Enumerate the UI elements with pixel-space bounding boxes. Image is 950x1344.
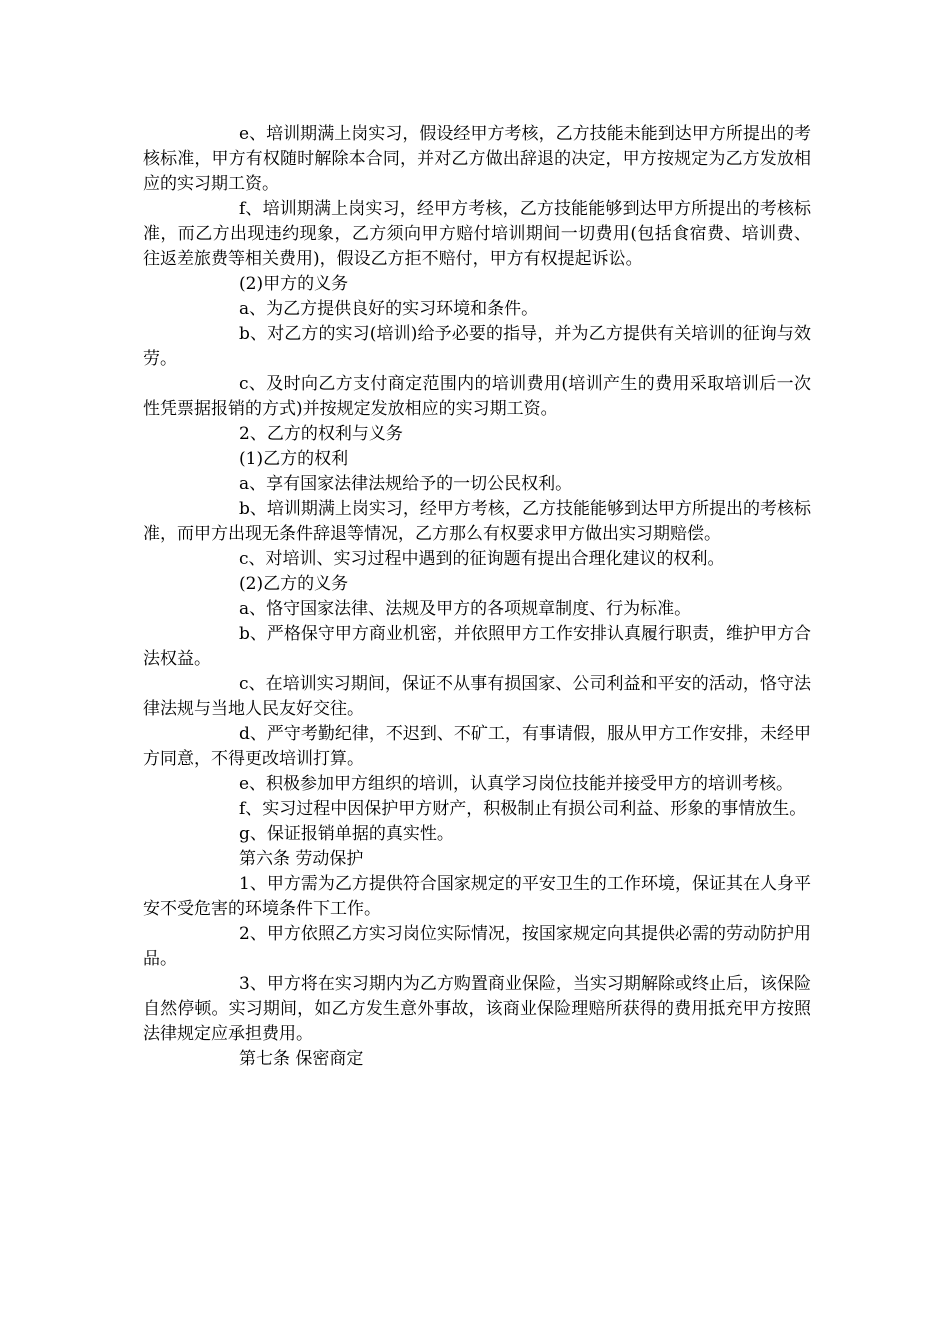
paragraph-e-training-assessment: e、培训期满上岗实习，假设经甲方考核，乙方技能未能到达甲方所提出的考核标准，甲方有权随时解除本合同，并对乙方做出辞退的决定，甲方按规定为乙方发放相应的实习期工资。 (143, 124, 811, 194)
heading-party-b-rights-obligations: 2、乙方的权利与义务 (239, 424, 403, 444)
paragraph-c-no-harm: c、在培训实习期间，保证不从事有损国家、公司利益和平安的活动，恪守法律法规与当地人民友好交往。 (143, 674, 811, 719)
heading-party-b-obligations: (2)乙方的义务 (239, 574, 349, 594)
paragraph-a-comply-laws: a、恪守国家法律、法规及甲方的各项规章制度、行为标准。 (239, 599, 692, 619)
heading-party-b-rights: (1)乙方的权利 (239, 449, 349, 469)
heading-article-7: 第七条 保密商定 (239, 1049, 364, 1069)
paragraph-b-confidentiality: b、严格保守甲方商业机密，并依照甲方工作安排认真履行职责，维护甲方合法权益。 (143, 624, 811, 669)
paragraph-1-safe-environment: 1、甲方需为乙方提供符合国家规定的平安卫生的工作环境，保证其在人身平安不受危害的环境条件下工作。 (143, 874, 811, 919)
paragraph-b-guidance: b、对乙方的实习(培训)给予必要的指导，并为乙方提供有关培训的征询与效劳。 (143, 324, 811, 369)
document-page (143, 122, 811, 1072)
paragraph-2-protective-equipment: 2、甲方依照乙方实习岗位实际情况，按国家规定向其提供必需的劳动防护用品。 (143, 924, 811, 969)
heading-party-a-obligations: (2)甲方的义务 (239, 274, 349, 294)
paragraph-d-attendance: d、严守考勤纪律，不迟到、不矿工，有事请假，服从甲方工作安排，未经甲方同意，不得更改培训打算。 (143, 724, 811, 769)
paragraph-a-environment: a、为乙方提供良好的实习环境和条件。 (239, 299, 539, 319)
paragraph-c-suggestions: c、对培训、实习过程中遇到的征询题有提出合理化建议的权利。 (239, 549, 725, 569)
paragraph-c-training-fees: c、及时向乙方支付商定范围内的培训费用(培训产生的费用采取培训后一次性凭票据报销的方式)并按规定发放相应的实习期工资。 (143, 374, 811, 419)
paragraph-f-breach-compensation: f、培训期满上岗实习，经甲方考核，乙方技能能够到达甲方所提出的考核标准，而乙方出现违约现象，乙方须向甲方赔付培训期间一切费用(包括食宿费、培训费、往返差旅费等相关费用)，假设乙方拒不赔付，甲方有权提起诉讼。 (143, 199, 811, 269)
paragraph-b-dismissal-compensation: b、培训期满上岗实习，经甲方考核，乙方技能能够到达甲方所提出的考核标准，而甲方出现无条件辞退等情况，乙方那么有权要求甲方做出实习期赔偿。 (143, 499, 811, 544)
paragraph-g-receipts: g、保证报销单据的真实性。 (239, 824, 454, 844)
paragraph-e-participate-training: e、积极参加甲方组织的培训，认真学习岗位技能并接受甲方的培训考核。 (239, 774, 794, 794)
heading-article-6: 第六条 劳动保护 (239, 849, 364, 869)
paragraph-a-civil-rights: a、享有国家法律法规给予的一切公民权利。 (239, 474, 573, 494)
paragraph-f-protect-property: f、实习过程中因保护甲方财产，积极制止有损公司利益、形象的事情放生。 (239, 799, 807, 819)
paragraph-3-insurance: 3、甲方将在实习期内为乙方购置商业保险，当实习期解除或终止后，该保险自然停顿。实习期间，如乙方发生意外事故，该商业保险理赔所获得的费用抵充甲方按照法律规定应承担费用。 (143, 974, 811, 1044)
